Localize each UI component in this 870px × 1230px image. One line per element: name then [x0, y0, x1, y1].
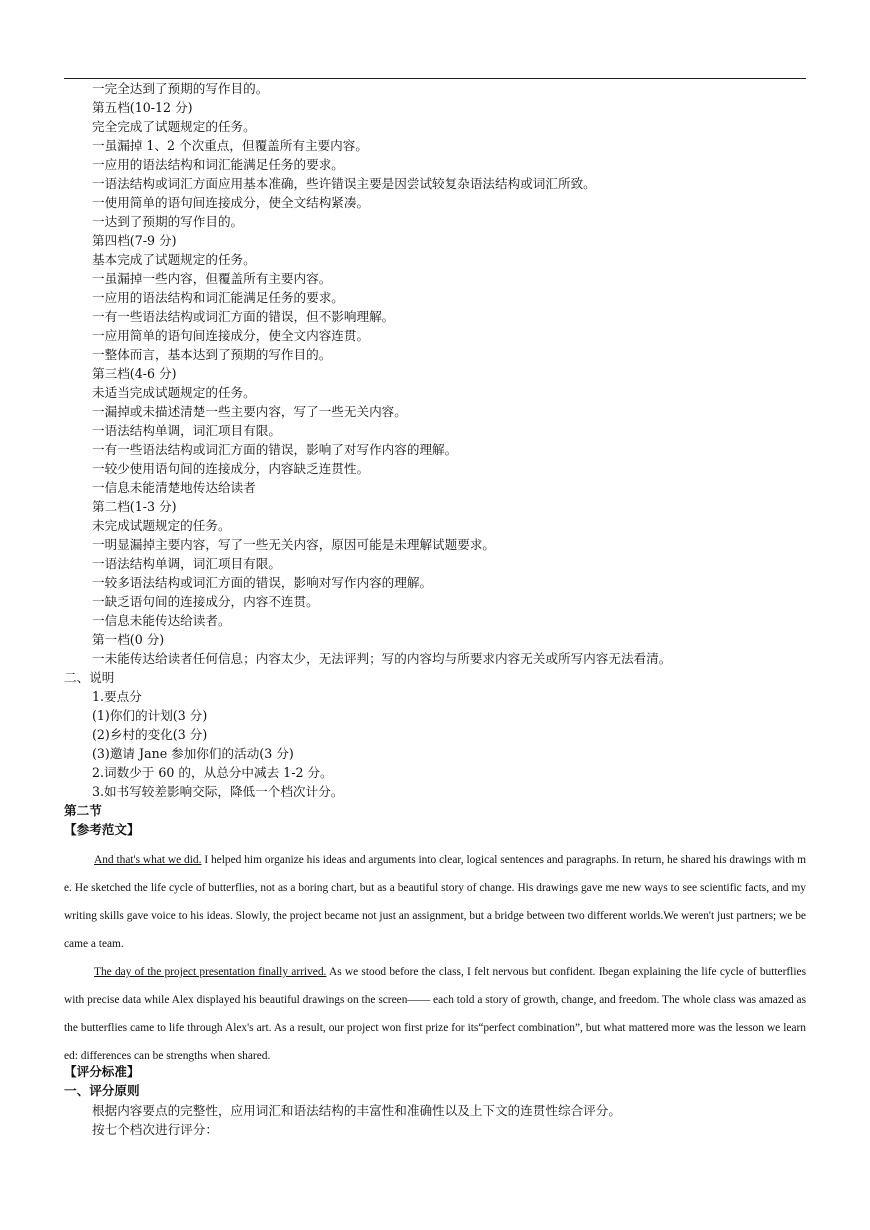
paragraph-1-opening: And that's what we did.	[94, 854, 202, 866]
text-line: 未适当完成试题规定的任务。	[92, 385, 256, 400]
text-line: 一完全达到了预期的写作目的。	[92, 81, 269, 96]
text-line: 一应用的语法结构和词汇能满足任务的要求。	[92, 290, 344, 305]
text-line: 一虽漏掉一些内容，但覆盖所有主要内容。	[92, 271, 332, 286]
level-heading: 第二档(1-3 分)	[92, 499, 177, 514]
text-line: 一虽漏掉 1、2 个次重点，但覆盖所有主要内容。	[92, 138, 368, 153]
principle-heading: 一、评分原则	[64, 1083, 140, 1098]
essay-paragraph-1	[64, 846, 806, 958]
header-rule	[64, 78, 806, 79]
note-line: (3)邀请 Jane 参加你们的活动(3 分)	[92, 746, 294, 761]
essay-paragraph-2	[64, 958, 806, 1070]
text-line: 一使用简单的语句间连接成分，使全文结构紧凑。	[92, 195, 370, 210]
level-heading: 第四档(7-9 分)	[92, 233, 177, 248]
text-line: 未完成试题规定的任务。	[92, 518, 231, 533]
criteria-label: 【评分标准】	[64, 1064, 140, 1079]
text-line: 一应用简单的语句间连接成分，使全文内容连贯。	[92, 328, 370, 343]
section-heading: 第二节	[64, 803, 102, 818]
level-heading: 第五档(10-12 分)	[92, 100, 193, 115]
text-line: 一达到了预期的写作目的。	[92, 214, 244, 229]
text-line: 完全完成了试题规定的任务。	[92, 119, 256, 134]
paragraph-1-body: I helped him organize his ideas and arguments into clear, logical sentences and paragraphs. In return, he shared his drawings with me. He sketched the life cycle of butterflies, not as a boring chart, but as a beautiful story of change. His drawings gave me new ways to see scientific facts, and my writing skills gave voice to his ideas. Slowly, the project became not just an assignment, but a bridge between two different worlds.We weren't just partners; we became a team.	[64, 854, 806, 950]
level-heading: 第三档(4-6 分)	[92, 366, 177, 381]
note-line: 2.词数少于 60 的，从总分中减去 1-2 分。	[92, 765, 333, 780]
text-line: 一明显漏掉主要内容，写了一些无关内容，原因可能是未理解试题要求。	[92, 537, 495, 552]
note-line: (2)乡村的变化(3 分)	[92, 727, 208, 742]
sample-essay	[64, 846, 806, 1070]
paragraph-2-body: As we stood before the class, I felt nervous but confident. Ibegan explaining the life cycle of butterflies with precise data while Alex displayed his beautiful drawings on the screen—— each told a story of growth, change, and freedom. The whole class was amazed as the butterflies came to life through Alex's art. As a result, our project won first prize for its“perfect combination”, but what mattered more was the lesson we learned: differences can be strengths when shared.	[64, 966, 807, 1062]
text-line: 一语法结构单调，词汇项目有限。	[92, 556, 281, 571]
note-line: (1)你们的计划(3 分)	[92, 708, 208, 723]
text-line: 一未能传达给读者任何信息；内容太少，无法评判；写的内容均与所要求内容无关或所写内容无法看清。	[92, 651, 672, 666]
principle-text: 按七个档次进行评分：	[92, 1122, 218, 1137]
text-line: 一应用的语法结构和词汇能满足任务的要求。	[92, 157, 344, 172]
text-line: 一缺乏语句间的连接成分，内容不连贯。	[92, 594, 319, 609]
text-line: 一较少使用语句间的连接成分，内容缺乏连贯性。	[92, 461, 370, 476]
notes-heading: 二、说明	[64, 670, 115, 685]
text-line: 一语法结构或词汇方面应用基本准确，些许错误主要是因尝试较复杂语法结构或词汇所致。	[92, 176, 596, 191]
note-line: 3.如书写较差影响交际，降低一个档次计分。	[92, 784, 344, 799]
level-heading: 第一档(0 分)	[92, 632, 165, 647]
text-line: 基本完成了试题规定的任务。	[92, 252, 256, 267]
text-line: 一有一些语法结构或词汇方面的错误，影响了对写作内容的理解。	[92, 442, 458, 457]
principle-text: 根据内容要点的完整性，应用词汇和语法结构的丰富性和准确性以及上下文的连贯性综合评分。	[92, 1103, 621, 1118]
paragraph-2-opening: The day of the project presentation finally arrived.	[94, 966, 327, 978]
sample-essay-label: 【参考范文】	[64, 822, 140, 837]
text-line: 一语法结构单调，词汇项目有限。	[92, 423, 281, 438]
text-line: 一有一些语法结构或词汇方面的错误，但不影响理解。	[92, 309, 395, 324]
text-line: 一信息未能清楚地传达给读者	[92, 480, 256, 495]
text-line: 一整体而言，基本达到了预期的写作目的。	[92, 347, 332, 362]
text-line: 一信息未能传达给读者。	[92, 613, 231, 628]
text-line: 一漏掉或未描述清楚一些主要内容，写了一些无关内容。	[92, 404, 407, 419]
text-line: 一较多语法结构或词汇方面的错误，影响对写作内容的理解。	[92, 575, 433, 590]
note-line: 1.要点分	[92, 689, 142, 704]
